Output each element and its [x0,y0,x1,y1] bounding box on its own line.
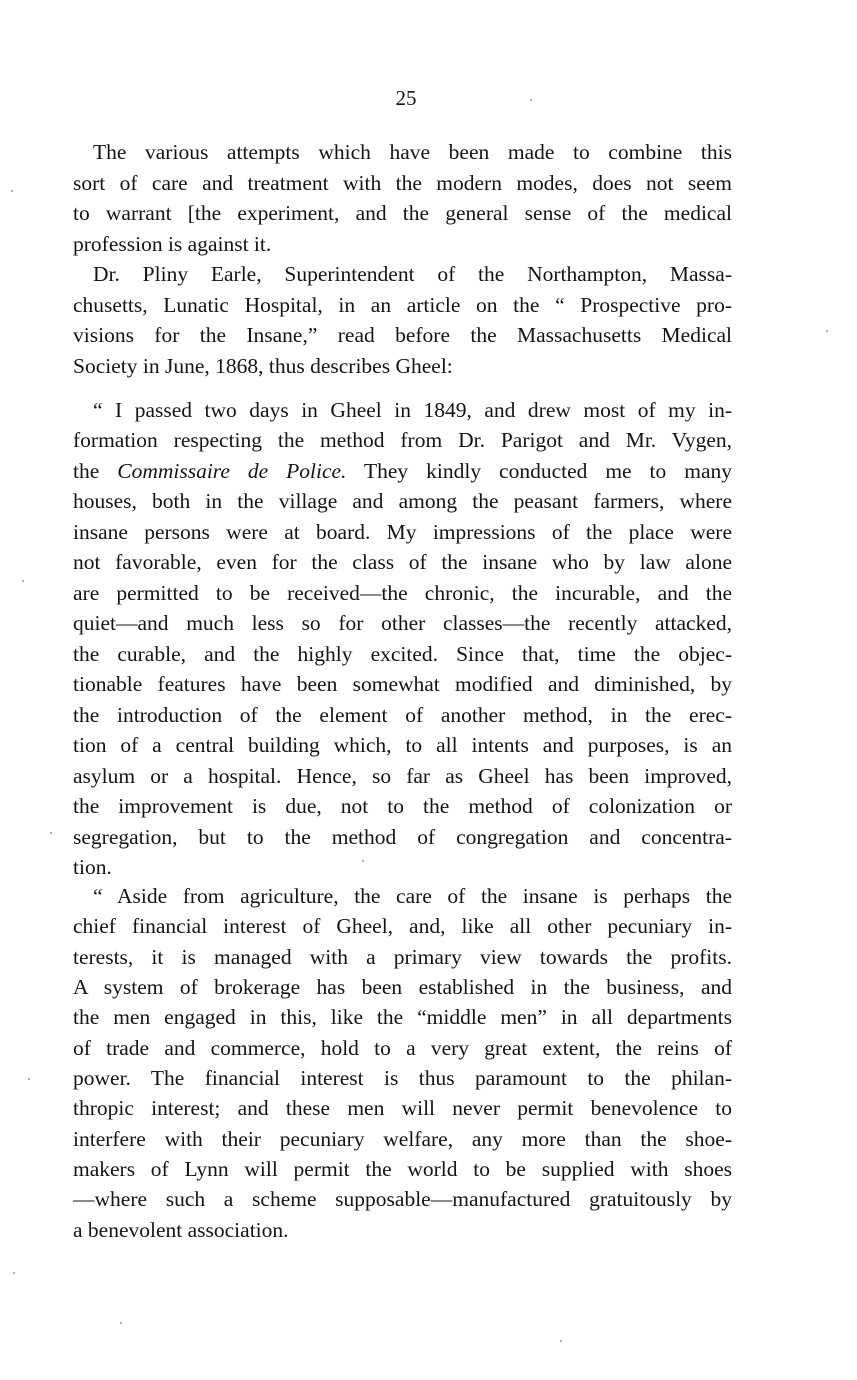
text-line: chief financial interest of Gheel, and, like all other pecuniary in- [73,914,732,938]
text-line: quiet—and much less so for other classes—the recently attacked, [73,611,732,635]
text-line: not favorable, even for the class of the insane who by law alone [73,550,732,574]
text-line: the men engaged in this, like the “middle men” in all departments [73,1005,732,1029]
text-line: the introduction of the element of another method, in the erec- [73,703,732,727]
scan-speck [120,1322,122,1324]
text-line: terests, it is managed with a primary view towards the profits. [73,945,732,969]
text-line: insane persons were at board. My impressions of the place were [73,520,732,544]
text-line: tion. [73,855,112,879]
text-line: visions for the Insane,” read before the Massachusetts Medical [73,323,732,347]
text-line: the improvement is due, not to the method of colonization or [73,794,732,818]
text-line: Dr. Pliny Earle, Superintendent of the Northampton, Massa- [93,262,732,286]
text-line: makers of Lynn will permit the world to be supplied with shoes [73,1157,732,1181]
text-line: A system of brokerage has been established in the business, and [73,975,732,999]
text-line: formation respecting the method from Dr. Parigot and Mr. Vygen, [73,428,732,452]
scan-speck [22,580,24,582]
text-line: sort of care and treatment with the modern modes, does not seem [73,171,732,195]
text-line: to warrant [the experiment, and the general sense of the medical [73,201,732,225]
text-line: profession is against it. [73,232,272,256]
text-line: segregation, but to the method of congregation and concentra- [73,825,732,849]
text-line: a benevolent association. [73,1218,289,1242]
scan-speck [362,860,364,862]
text-line: Society in June, 1868, thus describes Gheel: [73,354,453,378]
text-line: “ I passed two days in Gheel in 1849, and drew most of my in- [93,398,732,422]
text-line: chusetts, Lunatic Hospital, in an article on the “ Prospective pro- [73,293,732,317]
text-line: of trade and commerce, hold to a very great extent, the reins of [73,1036,732,1060]
text-line: are permitted to be received—the chronic, the incurable, and the [73,581,732,605]
scan-speck [826,330,828,332]
scan-speck [28,1078,30,1080]
italic-phrase: Commissaire de Police. [117,459,347,483]
text-line: asylum or a hospital. Hence, so far as Gheel has been improved, [73,764,732,788]
text-line: tionable features have been somewhat modified and diminished, by [73,672,732,696]
scan-speck [13,1272,15,1274]
page-number: 25 [395,86,417,110]
text-span: They kindly conducted me to many [346,459,732,483]
text-line: —where such a scheme supposable—manufactured gratuitously by [73,1187,732,1211]
text-line: interfere with their pecuniary welfare, any more than the shoe- [73,1127,732,1151]
text-line: The various attempts which have been made to combine this [93,140,732,164]
text-line: power. The financial interest is thus paramount to the philan- [73,1066,732,1090]
text-line: thropic interest; and these men will never permit benevolence to [73,1096,732,1120]
text-line: “ Aside from agriculture, the care of the insane is perhaps the [93,884,732,908]
text-line: tion of a central building which, to all intents and purposes, is an [73,733,732,757]
scan-speck [560,1340,562,1342]
scan-speck [11,190,13,192]
text-line: houses, both in the village and among the peasant farmers, where [73,489,732,513]
scan-speck [530,99,532,101]
text-line [73,456,732,486]
text-line: the curable, and the highly excited. Since that, time the objec- [73,642,732,666]
text-span: the [73,459,118,483]
scan-speck [50,832,52,834]
